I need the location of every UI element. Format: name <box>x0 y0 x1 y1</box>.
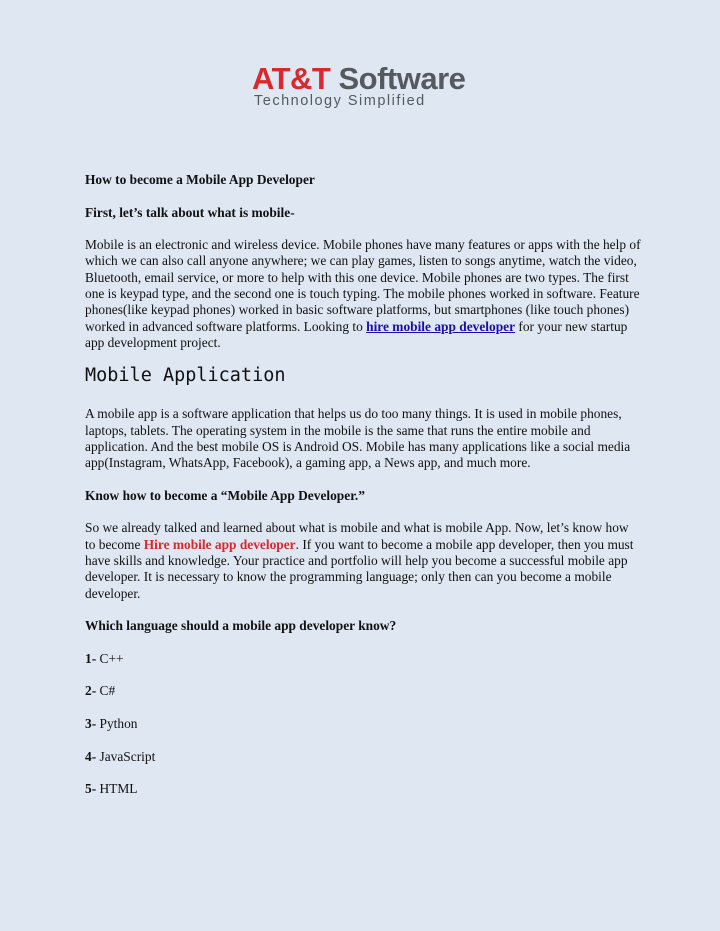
document-title: How to become a Mobile App Developer <box>85 172 315 187</box>
document-body <box>85 172 641 797</box>
language-number: 5- <box>85 781 97 797</box>
language-name: JavaScript <box>99 748 156 764</box>
language-item <box>85 716 641 732</box>
mobile-paragraph-text-b: for your new startup app development project. <box>85 318 628 350</box>
language-name: HTML <box>99 781 138 797</box>
logo-brand-gray: Software <box>338 61 466 96</box>
language-name: C# <box>99 683 116 699</box>
logo-brand-red: AT&T <box>252 61 331 96</box>
mobile-paragraph-text-a: Mobile is an electronic and wireless device. Mobile phones have many features or apps with the help of which we can also call anyone anywhere; we can play games, listen to songs anytime, watch the video, Bluetooth, email service, or more to help with this one device. Mobile phones are two types. The first one is keypad type, and the second one is touch typing. The mobile phones worked in software. Feature phones(like keypad phones) worked in basic software platforms, but smartphones (like touch phones) worked in advanced software platforms. Looking to <box>85 237 641 334</box>
languages-heading: Which language should a mobile app developer know? <box>85 618 397 634</box>
language-number: 1- <box>85 650 97 666</box>
language-item <box>85 781 641 797</box>
section-heading-mobile-application: Mobile Application <box>85 365 286 387</box>
become-developer-heading: Know how to become a “Mobile App Developer.” <box>85 487 365 503</box>
language-number: 2- <box>85 683 97 699</box>
language-name: C++ <box>99 650 124 666</box>
logo-wordmark <box>252 62 465 96</box>
hire-developer-link[interactable]: hire mobile app developer <box>366 318 516 334</box>
language-number: 3- <box>85 715 97 731</box>
intro-heading: First, let’s talk about what is mobile- <box>85 204 295 220</box>
logo-tagline: Technology Simplified <box>254 93 426 109</box>
mobile-app-paragraph: A mobile app is a software application that helps us do too many things. It is used in mobile phones, laptops, tablets. The operating system in the mobile is the same that runs the entire mobile and application. And the best mobile OS is Android OS. Mobile has many applications like a social media app(Instagram, WhatsApp, Facebook), a gaming app, a News app, and much more. <box>85 406 631 471</box>
language-name: Python <box>99 715 138 731</box>
language-item <box>85 651 641 667</box>
become-paragraph-text-a: So we already talked and learned about what is mobile and what is mobile App. Now, let’s know how to become <box>85 520 629 552</box>
language-item <box>85 683 641 699</box>
hire-developer-red-link[interactable]: Hire mobile app developer <box>143 536 296 552</box>
become-paragraph-text-b: . If you want to become a mobile app developer, then you must have skills and knowledge. Your practice and portfolio will help you become a successful mobile app developer. It is necessary to know the programming language; only then can you become a mobile developer. <box>85 536 634 601</box>
mobile-paragraph <box>85 237 641 351</box>
language-item <box>85 749 641 765</box>
language-number: 4- <box>85 748 97 764</box>
company-logo <box>252 62 468 112</box>
become-developer-paragraph <box>85 520 641 601</box>
